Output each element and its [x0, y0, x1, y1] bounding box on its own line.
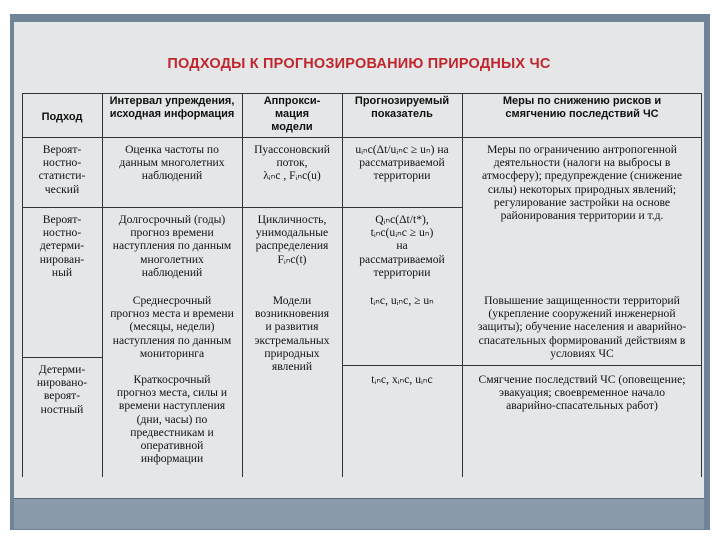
row2-measures: Повышение защищенности территорий (укрепление сооружений инженерной защиты); обучение населения и аварийно- спасательных формирований действиям в условиях ЧС [477, 294, 687, 360]
row2-interval-medium: Среднесрочный прогноз места и времени (месяцы, недели) наступления по данным мониторинга [110, 294, 234, 360]
row3-approach: Детерми- нировано- вероят- ностный [36, 363, 88, 416]
row1-model: Пуассоновский поток, λᵢₙс , Fᵢₙс(u) [254, 143, 330, 183]
row1-divider-model [242, 207, 342, 208]
row2-model-2: Модели возникновения и развития экстремальных природных явлений [254, 294, 330, 374]
row1-indicator: uᵢₙс(Δt/uᵢₙс ≥ uₙ) на рассматриваемой территории [355, 143, 449, 183]
header-interval: Интервал упреждения, исходная информация [109, 95, 235, 121]
table-top-border [22, 93, 702, 94]
row1-approach: Вероят- ностно- статисти- ческий [38, 143, 86, 196]
approaches-table [22, 93, 702, 477]
row3-interval: Краткосрочный прогноз места, силы и времени наступления (дни, часы) по предвестникам и оперативной информации [116, 373, 228, 466]
row1-measures: Меры по ограничению антропогенной деятельности (налоги на выбросы в атмосферу); предупреждение (снижение силы) некоторых природных явлений; регулирование застройки на основе районирования территории и т.д. [481, 143, 683, 223]
row2-model: Цикличность, унимодальные распределения Fᵢₙс(t) [255, 213, 329, 266]
row2-indicator-2: tᵢₙс, uᵢₙс, ≥ uₙ [370, 294, 434, 307]
row2-interval: Долгосрочный (годы) прогноз времени наступления по данным многолетних наблюдений [112, 213, 232, 279]
row2-indicator: Qᵢₙс(Δt/t*), tᵢₙс(uᵢₙс ≥ uₙ) на рассматриваемой территории [359, 213, 445, 279]
row2-approach: Вероят- ностно- детерми- нирован- ный [39, 213, 85, 279]
row3-indicator: tᵢₙс, xᵢₙс, uᵢₙс [371, 373, 433, 386]
row1-divider-right [342, 207, 462, 208]
row1-divider [22, 207, 242, 208]
header-approach: Подход [41, 111, 83, 123]
bottom-bar [14, 498, 704, 529]
row3-measures: Смягчение последствий ЧС (оповещение; эвакуация; своевременное начало аварийно-спасательных работ) [478, 373, 686, 413]
header-divider [22, 137, 702, 138]
row2-divider [22, 357, 102, 358]
header-indicator: Прогнозируемый показатель [354, 95, 450, 121]
header-model: Аппрокси- мация модели [263, 95, 321, 134]
row2-divider-right [342, 365, 702, 366]
header-measures: Меры по снижению рисков и смягчению последствий ЧС [502, 95, 662, 121]
row1-interval: Оценка частоты по данным многолетних наблюдений [119, 143, 225, 183]
slide-title: ПОДХОДЫ К ПРОГНОЗИРОВАНИЮ ПРИРОДНЫХ ЧС [167, 56, 551, 72]
